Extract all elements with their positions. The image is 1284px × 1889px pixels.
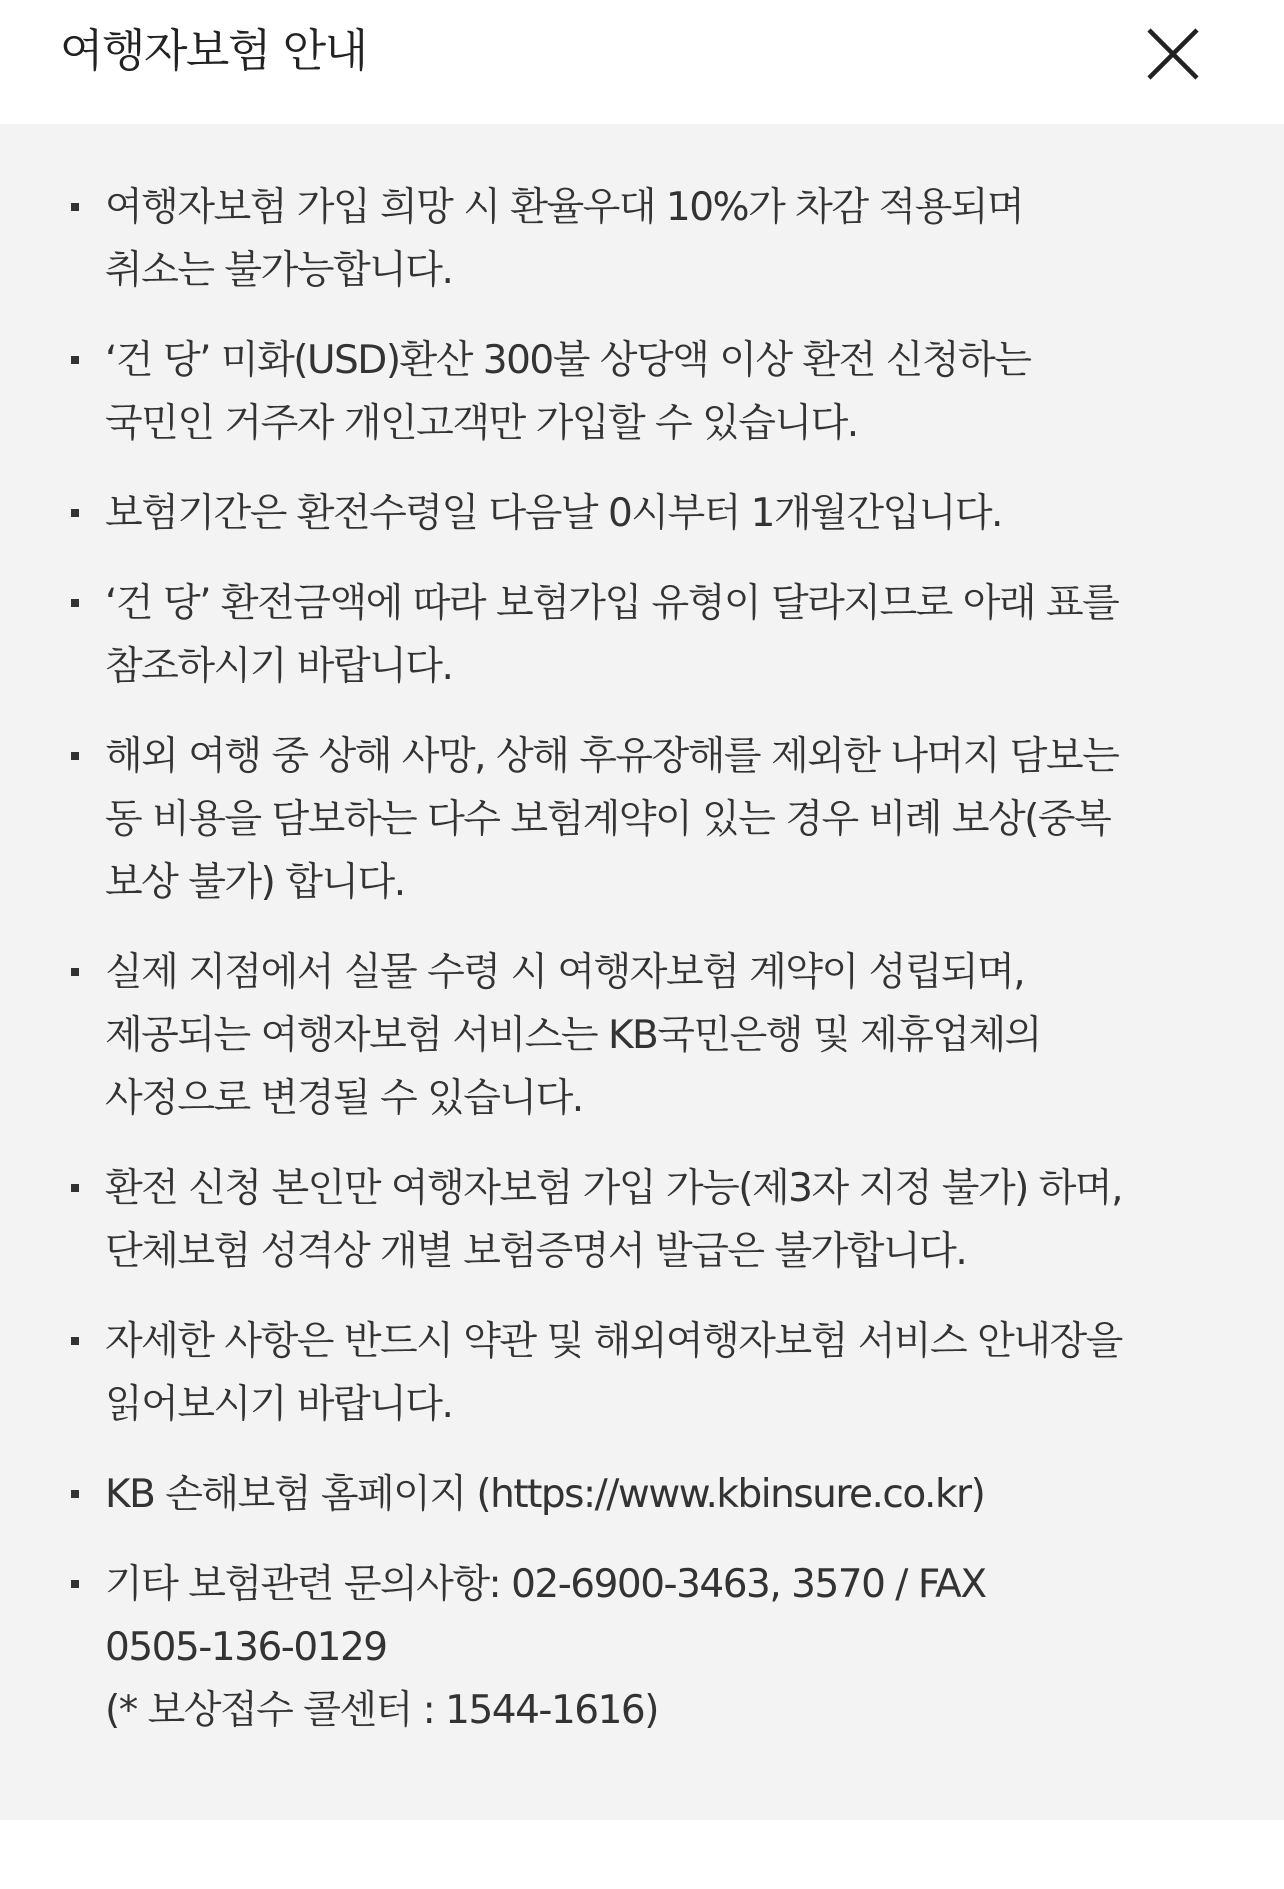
notice-text-line: 실제 지점에서 실물 수령 시 여행자보험 계약이 성립되며, <box>105 950 1025 995</box>
bullet-icon <box>71 752 79 760</box>
notice-item <box>0 725 1284 914</box>
notice-text-line: 해외 여행 중 상해 사망, 상해 후유장해를 제외한 나머지 담보는 <box>105 734 1119 779</box>
modal-header <box>0 0 1284 124</box>
notice-item <box>0 1463 1284 1526</box>
notice-text-line: 국민인 거주자 개인고객만 가입할 수 있습니다. <box>105 401 858 446</box>
bullet-icon <box>71 1337 79 1345</box>
notice-text-line: 참조하시기 바랍니다. <box>105 644 453 689</box>
notice-text-line: (* 보상접수 콜센터 : 1544-1616) <box>105 1688 658 1733</box>
bullet-icon <box>71 1580 79 1588</box>
bullet-icon <box>71 599 79 607</box>
notice-text-line: 제공되는 여행자보험 서비스는 KB국민은행 및 제휴업체의 <box>105 1013 1041 1058</box>
close-icon <box>1143 24 1203 84</box>
notice-item <box>0 329 1284 455</box>
notice-text-line: 보험기간은 환전수령일 다음날 0시부터 1개월간입니다. <box>105 491 1002 536</box>
page-title: 여행자보험 안내 <box>60 24 367 77</box>
notice-item <box>0 1157 1284 1283</box>
bullet-icon <box>71 203 79 211</box>
notice-text-line: 단체보험 성격상 개별 보험증명서 발급은 불가합니다. <box>105 1229 967 1274</box>
notice-item <box>0 1310 1284 1436</box>
notice-text-line: 보상 불가) 합니다. <box>105 860 405 905</box>
notice-text-line: 동 비용을 담보하는 다수 보험계약이 있는 경우 비례 보상(중복 <box>105 797 1111 842</box>
notice-item <box>0 482 1284 545</box>
notice-text-line: 취소는 불가능합니다. <box>105 248 453 293</box>
notice-item <box>0 572 1284 698</box>
bullet-icon <box>71 968 79 976</box>
bullet-icon <box>71 1490 79 1498</box>
bullet-icon <box>71 1184 79 1192</box>
notice-content <box>0 124 1284 1820</box>
close-button[interactable] <box>1143 24 1203 84</box>
notice-text-line: 읽어보시기 바랍니다. <box>105 1382 453 1427</box>
notice-text-line: KB 손해보험 홈페이지 (https://www.kbinsure.co.kr) <box>105 1472 985 1517</box>
notice-list <box>0 124 1284 1742</box>
notice-item <box>0 176 1284 302</box>
bullet-icon <box>71 509 79 517</box>
notice-text-line: 0505-136-0129 <box>105 1625 387 1670</box>
notice-text-line: 여행자보험 가입 희망 시 환율우대 10%가 차감 적용되며 <box>105 185 1024 230</box>
notice-text-line: 기타 보험관련 문의사항: 02-6900-3463, 3570 / FAX <box>105 1562 986 1607</box>
notice-text-line: 환전 신청 본인만 여행자보험 가입 가능(제3자 지정 불가) 하며, <box>105 1166 1122 1211</box>
notice-text-line: 자세한 사항은 반드시 약관 및 해외여행자보험 서비스 안내장을 <box>105 1319 1122 1364</box>
notice-text-line: 사정으로 변경될 수 있습니다. <box>105 1076 583 1121</box>
notice-item <box>0 941 1284 1130</box>
notice-text-line: ‘건 당’ 환전금액에 따라 보험가입 유형이 달라지므로 아래 표를 <box>105 581 1119 626</box>
notice-text-line: ‘건 당’ 미화(USD)환산 300불 상당액 이상 환전 신청하는 <box>105 338 1031 383</box>
notice-item <box>0 1553 1284 1742</box>
bullet-icon <box>71 356 79 364</box>
